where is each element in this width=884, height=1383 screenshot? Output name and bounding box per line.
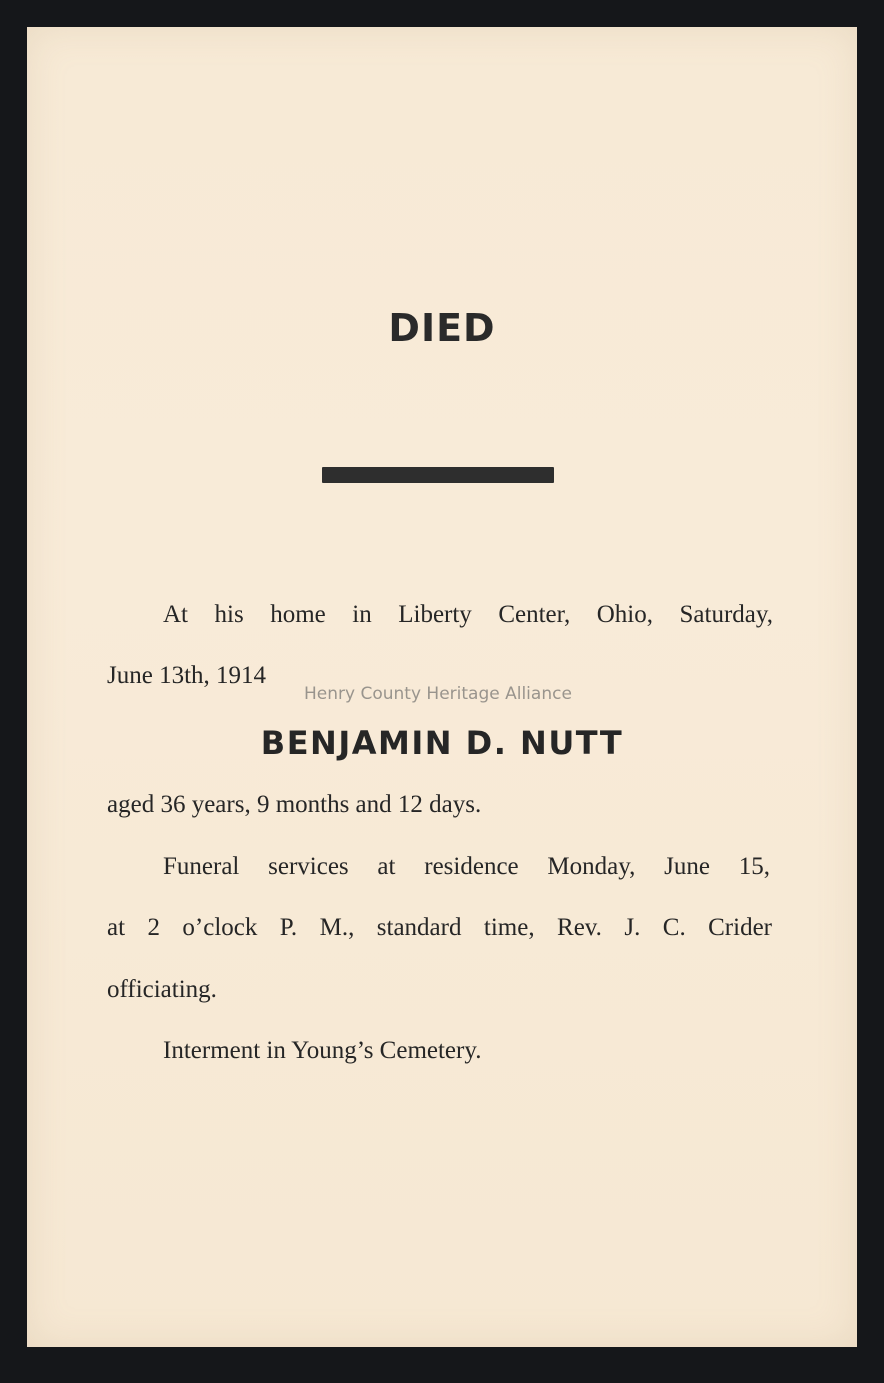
deceased-name: BENJAMIN D. NUTT — [260, 724, 624, 762]
mourning-rule — [322, 467, 554, 483]
notice-line-age: aged 36 years, 9 months and 12 days. — [107, 791, 482, 818]
notice-line-officiating: officiating. — [107, 976, 217, 1003]
notice-line-date: June 13th, 1914 — [107, 662, 267, 689]
watermark-text: Henry County Heritage Alliance — [304, 684, 572, 704]
notice-line-time: at 2 o’clock P. M., standard time, Rev. J. C. Crider — [107, 914, 772, 941]
notice-title: DIED — [388, 306, 496, 350]
notice-line-home: At his home in Liberty Center, Ohio, Saturday, — [163, 601, 773, 628]
notice-line-funeral: Funeral services at residence Monday, June 15, — [163, 853, 770, 880]
notice-line-interment: Interment in Young’s Cemetery. — [163, 1037, 482, 1064]
